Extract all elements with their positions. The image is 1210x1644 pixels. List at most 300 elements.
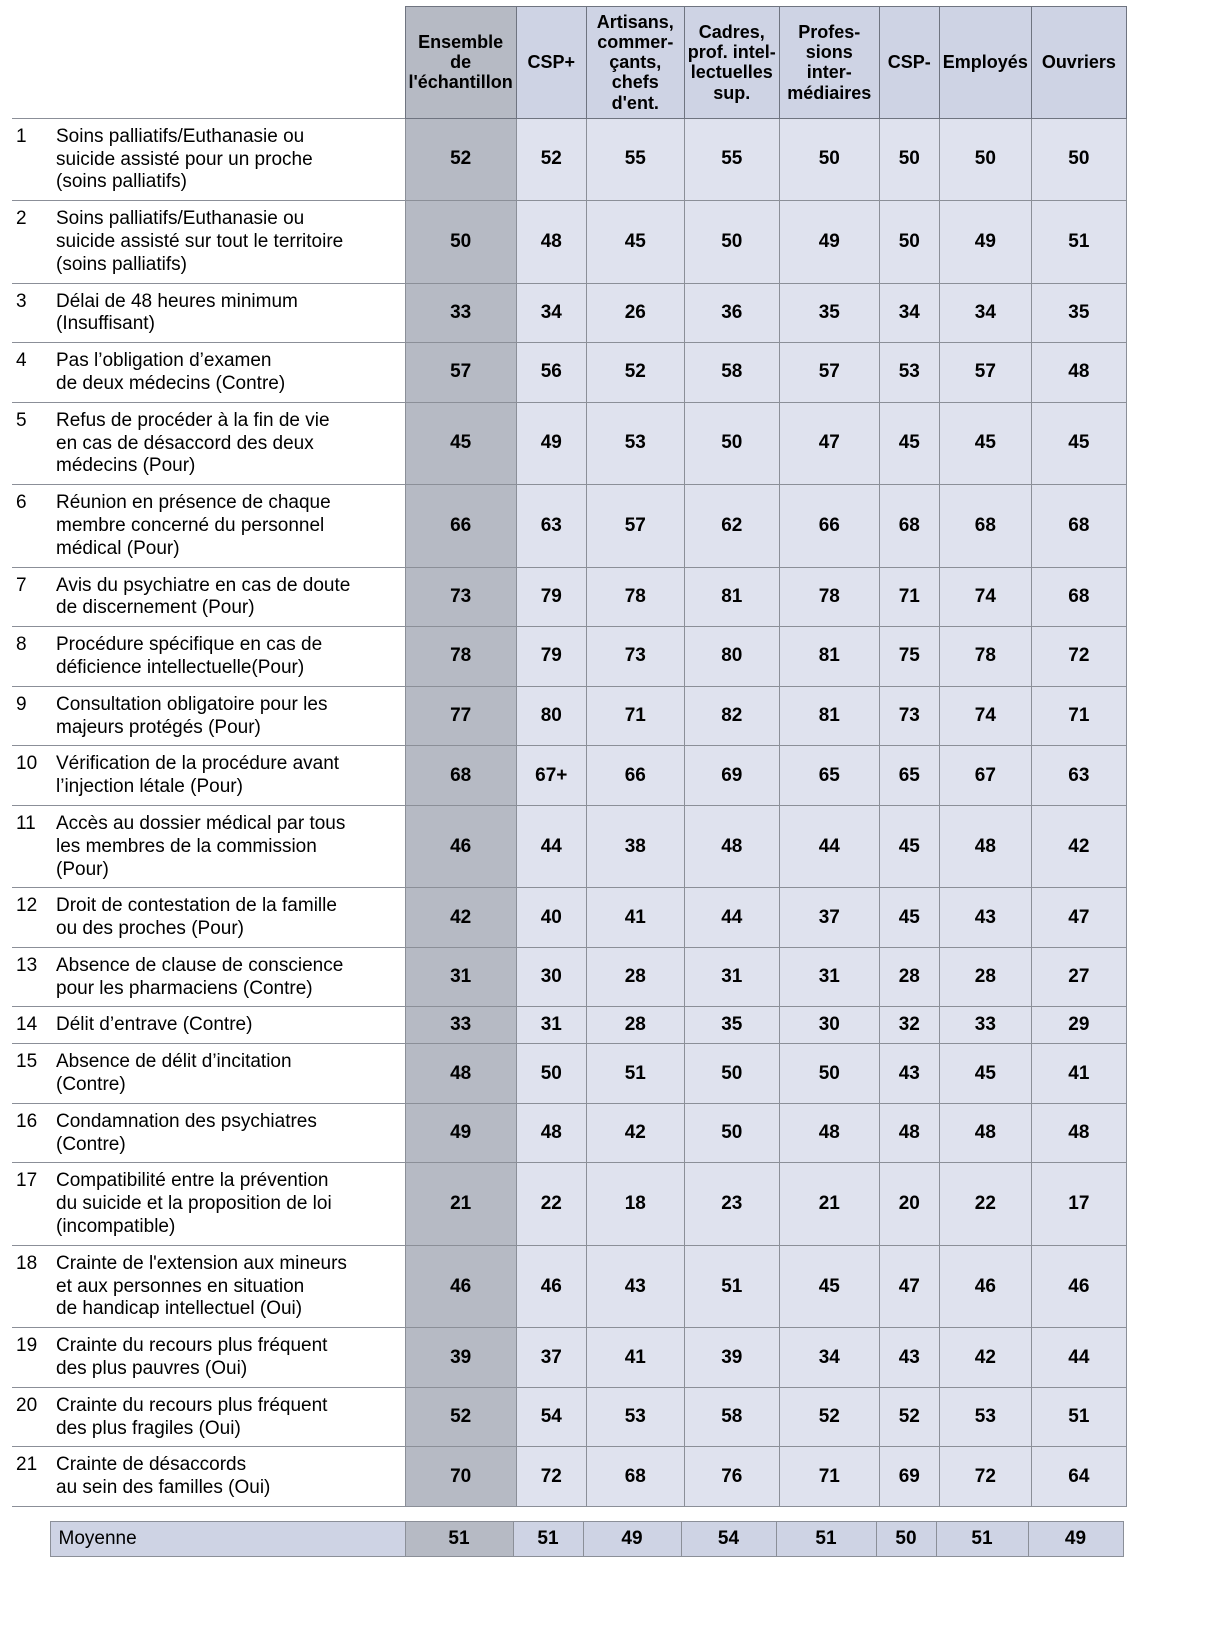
cell-cadres: 76 [684,1447,779,1507]
cell-csp-moins: 20 [879,1163,939,1245]
row-label [50,686,405,746]
cell-professions-intermediaires: 57 [779,343,879,403]
cell-csp-plus: 49 [516,402,586,484]
cell-csp-moins: 68 [879,485,939,567]
cell-professions-intermediaires: 50 [779,118,879,200]
cell-ouvriers: 48 [1031,343,1126,403]
row-label-line: de handicap intellectuel (Oui) [56,1298,303,1320]
row-label-line: (Insuffisant) [56,313,155,335]
row-label [50,627,405,687]
cell-csp-moins: 50 [879,201,939,283]
cell-csp-moins: 73 [879,686,939,746]
row-label-line: médical (Pour) [56,537,180,559]
cell-employes: 78 [939,627,1031,687]
cell-csp-plus: 67+ [516,746,586,806]
cell-cadres: 55 [684,118,779,200]
row-label-line: Refus de procéder à la fin de vie [56,409,330,431]
cell-professions-intermediaires: 47 [779,402,879,484]
row-index: 16 [12,1103,50,1163]
cell-ouvriers: 42 [1031,805,1126,887]
cell-professions-intermediaires: 52 [779,1387,879,1447]
average-row-table [12,1521,1124,1557]
cell-employes: 72 [939,1447,1031,1507]
cell-ensemble: 39 [405,1328,516,1388]
cell-artisans: 42 [586,1103,684,1163]
column-header-ensemble [405,7,516,119]
row-label [50,746,405,806]
table-row [12,567,1126,627]
column-header-employes [939,7,1031,119]
cell-csp-plus: 48 [516,1103,586,1163]
cell-employes: 43 [939,888,1031,948]
cell-ensemble: 78 [405,627,516,687]
table-row [12,118,1126,200]
cell-ouvriers: 51 [1031,201,1126,283]
row-label [50,485,405,567]
cell-professions-intermediaires: 44 [779,805,879,887]
table-row [12,1103,1126,1163]
table-row [12,805,1126,887]
cell-artisans: 28 [586,947,684,1007]
row-index: 18 [12,1245,50,1327]
row-label-line: Consultation obligatoire pour les [56,693,328,715]
row-label [50,1007,405,1044]
cell-ouvriers: 46 [1031,1245,1126,1327]
row-label-line: (soins palliatifs) [56,171,187,193]
table-row [12,1007,1126,1044]
cell-ouvriers: 50 [1031,118,1126,200]
row-label-line: au sein des familles (Oui) [56,1477,271,1499]
cell-employes: 45 [939,1044,1031,1104]
table-row [12,201,1126,283]
cell-csp-plus: 34 [516,283,586,343]
table-body [12,118,1126,1506]
cell-ensemble: 68 [405,746,516,806]
cell-ouvriers: 68 [1031,485,1126,567]
cell-csp-plus: 72 [516,1447,586,1507]
table-row [12,1245,1126,1327]
cell-artisans: 53 [586,1387,684,1447]
cell-csp-moins: 75 [879,627,939,687]
table-row [12,746,1126,806]
header-line: commer- [597,32,674,53]
cell-cadres: 69 [684,746,779,806]
row-label [50,283,405,343]
cell-artisans: 53 [586,402,684,484]
row-label-line: les membres de la commission [56,835,317,857]
cell-professions-intermediaires: 49 [779,201,879,283]
cell-employes: 50 [939,118,1031,200]
row-index: 15 [12,1044,50,1104]
cell-ensemble: 73 [405,567,516,627]
cell-employes: 48 [939,805,1031,887]
table-row [12,1447,1126,1507]
cell-csp-plus: 79 [516,627,586,687]
row-label-line: membre concerné du personnel [56,514,325,536]
cell-ouvriers: 27 [1031,947,1126,1007]
cell-cadres: 44 [684,888,779,948]
cell-ensemble: 49 [405,1103,516,1163]
cell-cadres: 50 [684,402,779,484]
header-line: CSP+ [527,52,576,73]
cell-ensemble: 42 [405,888,516,948]
row-label [50,343,405,403]
row-label [50,1163,405,1245]
cell-csp-moins: 45 [879,805,939,887]
header-line: médiaires [787,82,872,103]
cell-csp-plus: 40 [516,888,586,948]
row-label-line: (Pour) [56,858,109,880]
header-line: sions inter- [805,42,853,83]
row-label-line: Délai de 48 heures minimum [56,290,298,312]
table-row [12,283,1126,343]
row-label [50,1245,405,1327]
cell-employes: 48 [939,1103,1031,1163]
cell-professions-intermediaires: 81 [779,627,879,687]
row-label-line: Soins palliatifs/Euthanasie ou [56,125,305,147]
cell-employes: 68 [939,485,1031,567]
row-index: 8 [12,627,50,687]
row-label-line: Réunion en présence de chaque [56,492,331,514]
cell-ouvriers: 35 [1031,283,1126,343]
cell-cadres: 50 [684,201,779,283]
cell-csp-plus: 37 [516,1328,586,1388]
row-label [50,118,405,200]
cell-employes: 53 [939,1387,1031,1447]
cell-ensemble: 52 [405,1387,516,1447]
cell-ouvriers: 41 [1031,1044,1126,1104]
row-index: 10 [12,746,50,806]
cell-csp-plus: 54 [516,1387,586,1447]
cell-csp-moins: 47 [879,1245,939,1327]
row-label-line: de discernement (Pour) [56,597,255,619]
header-line: prof. intel- [687,42,776,63]
cell-ensemble: 46 [405,1245,516,1327]
row-label-line: Vérification de la procédure avant [56,753,340,775]
row-label-line: Droit de contestation de la famille [56,895,337,917]
cell-professions-intermediaires: 81 [779,686,879,746]
row-label-line: Délit d’entrave (Contre) [56,1014,253,1036]
cell-artisans: 57 [586,485,684,567]
row-label [50,1103,405,1163]
table-row [12,485,1126,567]
cell-csp-moins: 48 [879,1103,939,1163]
row-index: 2 [12,201,50,283]
header-line: de [450,52,472,73]
cell-artisans: 68 [586,1447,684,1507]
row-label-line: médecins (Pour) [56,455,196,477]
table-row [12,1387,1126,1447]
cell-artisans: 51 [586,1044,684,1104]
table-row [12,343,1126,403]
row-label-line: (Contre) [56,1074,126,1096]
row-label-line: (Contre) [56,1133,126,1155]
row-index: 3 [12,283,50,343]
cell-ensemble: 77 [405,686,516,746]
cell-professions-intermediaires: 78 [779,567,879,627]
cell-cadres: 58 [684,343,779,403]
cell-professions-intermediaires: 31 [779,947,879,1007]
cell-professions-intermediaires: 21 [779,1163,879,1245]
header-line: chefs d'ent. [611,72,659,113]
row-label-line: Procédure spécifique en cas de [56,634,323,656]
cell-csp-moins: 52 [879,1387,939,1447]
cell-ensemble: 50 [405,201,516,283]
header-line: Ensemble [418,32,504,53]
row-label [50,888,405,948]
row-label-line: Pas l’obligation d’examen [56,350,272,372]
cell-employes: 42 [939,1328,1031,1388]
cell-csp-plus: 31 [516,1007,586,1044]
cell-csp-moins: 71 [879,567,939,627]
row-index: 1 [12,118,50,200]
cell-artisans: 41 [586,1328,684,1388]
cell-artisans: 66 [586,746,684,806]
cell-artisans: 28 [586,1007,684,1044]
table-header [12,7,1126,119]
cell-ensemble: 66 [405,485,516,567]
cell-cadres: 31 [684,947,779,1007]
cell-professions-intermediaires: 65 [779,746,879,806]
row-index: 13 [12,947,50,1007]
cell-csp-plus: 63 [516,485,586,567]
column-header-professions-intermediaires [779,7,879,119]
cell-cadres: 81 [684,567,779,627]
cell-csp-plus: 52 [516,118,586,200]
cell-ensemble: 70 [405,1447,516,1507]
cell-ouvriers: 63 [1031,746,1126,806]
cell-csp-moins: 32 [879,1007,939,1044]
table-row [12,1328,1126,1388]
table-row [12,402,1126,484]
average-value-ensemble: 51 [405,1522,513,1557]
row-label-line: Crainte du recours plus fréquent [56,1394,328,1416]
cell-artisans: 52 [586,343,684,403]
average-value-csp-moins: 50 [876,1522,936,1557]
row-label-line: des plus fragiles (Oui) [56,1417,241,1439]
cell-cadres: 62 [684,485,779,567]
header-line: lectuelles [690,62,773,83]
cell-ensemble: 46 [405,805,516,887]
row-label [50,1044,405,1104]
header-line: l'échantillon [408,72,513,93]
cell-cadres: 39 [684,1328,779,1388]
row-label-line: (soins palliatifs) [56,253,187,275]
cell-ouvriers: 72 [1031,627,1126,687]
cell-artisans: 38 [586,805,684,887]
row-index: 5 [12,402,50,484]
cell-csp-plus: 22 [516,1163,586,1245]
row-index: 7 [12,567,50,627]
average-spacer [12,1522,50,1557]
row-label-line: Absence de clause de conscience [56,954,344,976]
cell-employes: 33 [939,1007,1031,1044]
row-index: 14 [12,1007,50,1044]
row-label [50,947,405,1007]
row-index: 17 [12,1163,50,1245]
cell-employes: 34 [939,283,1031,343]
cell-cadres: 36 [684,283,779,343]
header-line: Employés [942,52,1028,73]
table-row [12,888,1126,948]
column-header-artisans [586,7,684,119]
cell-professions-intermediaires: 50 [779,1044,879,1104]
column-header-ouvriers [1031,7,1126,119]
column-header-csp-moins [879,7,939,119]
row-label [50,201,405,283]
cell-ensemble: 48 [405,1044,516,1104]
table-row [12,1163,1126,1245]
cell-csp-moins: 65 [879,746,939,806]
row-index: 21 [12,1447,50,1507]
average-value-cadres: 54 [681,1522,776,1557]
row-label [50,402,405,484]
row-label-line: et aux personnes en situation [56,1275,305,1297]
cell-artisans: 43 [586,1245,684,1327]
cell-ouvriers: 68 [1031,567,1126,627]
cell-csp-moins: 45 [879,888,939,948]
cell-cadres: 51 [684,1245,779,1327]
header-blank-num [12,7,50,119]
row-label-line: du suicide et la proposition de loi [56,1193,332,1215]
row-label-line: déficience intellectuelle(Pour) [56,656,305,678]
cell-artisans: 71 [586,686,684,746]
cell-professions-intermediaires: 37 [779,888,879,948]
cell-cadres: 48 [684,805,779,887]
cell-professions-intermediaires: 35 [779,283,879,343]
cell-cadres: 58 [684,1387,779,1447]
header-blank-label [50,7,405,119]
header-line: Cadres, [698,22,765,43]
cell-ouvriers: 44 [1031,1328,1126,1388]
cell-csp-plus: 80 [516,686,586,746]
cell-csp-moins: 34 [879,283,939,343]
cell-ouvriers: 45 [1031,402,1126,484]
cell-artisans: 73 [586,627,684,687]
header-line: Profes- [798,22,861,43]
cell-professions-intermediaires: 45 [779,1245,879,1327]
row-label [50,567,405,627]
cell-ouvriers: 48 [1031,1103,1126,1163]
row-label-line: majeurs protégés (Pour) [56,716,261,738]
row-label [50,1387,405,1447]
cell-artisans: 45 [586,201,684,283]
average-row [12,1522,1123,1557]
row-index: 9 [12,686,50,746]
cell-csp-plus: 56 [516,343,586,403]
cell-csp-plus: 79 [516,567,586,627]
cell-employes: 45 [939,402,1031,484]
cell-cadres: 50 [684,1044,779,1104]
cell-csp-moins: 50 [879,118,939,200]
cell-employes: 22 [939,1163,1031,1245]
cell-csp-moins: 43 [879,1044,939,1104]
cell-ensemble: 31 [405,947,516,1007]
table-row [12,1044,1126,1104]
cell-artisans: 18 [586,1163,684,1245]
average-value-employes: 51 [936,1522,1028,1557]
row-label-line: Compatibilité entre la prévention [56,1170,329,1192]
survey-results-table [12,6,1127,1507]
cell-ouvriers: 51 [1031,1387,1126,1447]
cell-csp-plus: 50 [516,1044,586,1104]
cell-ouvriers: 64 [1031,1447,1126,1507]
cell-ensemble: 33 [405,1007,516,1044]
row-label-line: Avis du psychiatre en cas de doute [56,574,351,596]
row-index: 11 [12,805,50,887]
row-index: 12 [12,888,50,948]
cell-ouvriers: 17 [1031,1163,1126,1245]
cell-employes: 57 [939,343,1031,403]
cell-employes: 67 [939,746,1031,806]
header-line: çants, [609,52,662,73]
row-label-line: pour les pharmaciens (Contre) [56,977,313,999]
table-row [12,947,1126,1007]
cell-professions-intermediaires: 34 [779,1328,879,1388]
cell-csp-moins: 45 [879,402,939,484]
column-header-cadres [684,7,779,119]
cell-employes: 49 [939,201,1031,283]
average-value-csp-plus: 51 [513,1522,583,1557]
column-header-csp-plus [516,7,586,119]
cell-employes: 74 [939,567,1031,627]
cell-csp-moins: 43 [879,1328,939,1388]
table-sheet [0,6,1210,1557]
cell-csp-plus: 44 [516,805,586,887]
cell-employes: 74 [939,686,1031,746]
cell-professions-intermediaires: 30 [779,1007,879,1044]
row-label-line: Soins palliatifs/Euthanasie ou [56,208,305,230]
row-label-line: l’injection létale (Pour) [56,776,243,798]
average-value-artisans: 49 [583,1522,681,1557]
cell-ouvriers: 71 [1031,686,1126,746]
cell-professions-intermediaires: 71 [779,1447,879,1507]
header-line: CSP- [887,52,931,73]
row-label-line: Crainte de désaccords [56,1454,247,1476]
header-row [12,7,1126,119]
cell-csp-plus: 30 [516,947,586,1007]
row-label [50,805,405,887]
cell-csp-moins: 53 [879,343,939,403]
cell-artisans: 26 [586,283,684,343]
row-label-line: Absence de délit d’incitation [56,1051,292,1073]
header-line: sup. [713,82,751,103]
row-label [50,1447,405,1507]
cell-ensemble: 45 [405,402,516,484]
cell-cadres: 23 [684,1163,779,1245]
cell-csp-plus: 46 [516,1245,586,1327]
row-label-line: Accès au dossier médical par tous [56,812,346,834]
row-index: 19 [12,1328,50,1388]
cell-ensemble: 21 [405,1163,516,1245]
cell-csp-plus: 48 [516,201,586,283]
cell-artisans: 78 [586,567,684,627]
cell-cadres: 35 [684,1007,779,1044]
row-label-line: Condamnation des psychiatres [56,1110,317,1132]
row-label-line: Crainte de l'extension aux mineurs [56,1252,347,1274]
average-value-ouvriers: 49 [1028,1522,1123,1557]
average-label: Moyenne [50,1522,405,1557]
row-label-line: en cas de désaccord des deux [56,432,314,454]
cell-ouvriers: 29 [1031,1007,1126,1044]
cell-employes: 28 [939,947,1031,1007]
cell-ouvriers: 47 [1031,888,1126,948]
row-label-line: ou des proches (Pour) [56,918,244,940]
row-label [50,1328,405,1388]
cell-artisans: 41 [586,888,684,948]
row-index: 4 [12,343,50,403]
cell-professions-intermediaires: 48 [779,1103,879,1163]
